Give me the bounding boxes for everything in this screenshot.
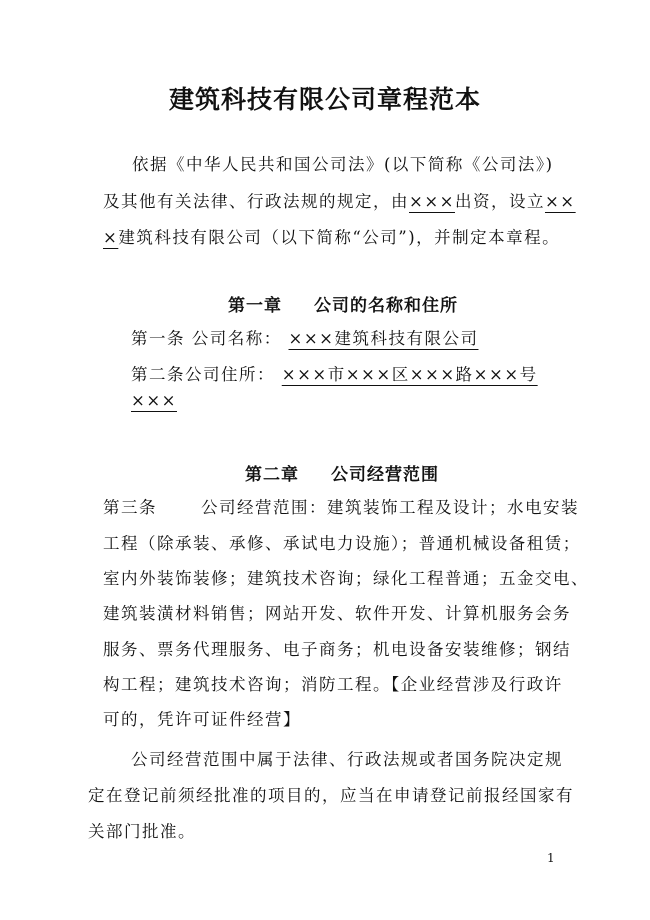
preamble-line-2	[103, 188, 576, 212]
investor-placeholder: ×××	[409, 192, 455, 211]
article-text: 公司经营范围：建筑装饰工程及设计；水电安装	[201, 498, 579, 517]
chapter-number: 第一章	[228, 296, 282, 316]
preamble-text: 建筑科技有限公司（以下简称“公司”)，并制定本章程。	[118, 228, 561, 247]
chapter-name: 公司经营范围	[331, 465, 439, 485]
article-2-continued	[131, 391, 177, 410]
article-3-line-4: 建筑装潢材料销售；网站开发、软件开发、计算机服务会务	[103, 604, 571, 623]
article-3-line-1	[103, 494, 579, 518]
article-3-line-2: 工程（除承装、承修、承试电力设施）；普通机械设备租赁；	[103, 534, 581, 553]
article-3-line-5: 服务、票务代理服务、电子商务；机电设备安装维修；钢结	[103, 640, 571, 659]
company-name-value: ×××建筑科技有限公司	[288, 329, 479, 348]
preamble-text: 出资，设立	[454, 192, 545, 211]
company-address-value: ×××市×××区×××路×××号	[281, 365, 538, 384]
preamble-text: 及其他有关法律、行政法规的规定，由	[103, 192, 409, 211]
article-2	[131, 361, 538, 385]
company-placeholder: ××	[544, 192, 576, 211]
article-label: 第三条	[103, 498, 157, 517]
article-3-line-6: 构工程；建筑技术咨询；消防工程。【企业经营涉及行政许	[103, 675, 563, 694]
article-3-line-7: 可的，凭许可证件经营】	[103, 710, 301, 729]
document-title: 建筑科技有限公司章程范本	[168, 85, 481, 114]
page-number: 1	[547, 851, 555, 865]
company-placeholder: ×	[103, 228, 119, 247]
approval-paragraph-line-1: 公司经营范围中属于法律、行政法规或者国务院决定规	[131, 750, 563, 769]
chapter-name: 公司的名称和住所	[314, 296, 458, 316]
article-3-line-3: 室内外装饰装修；建筑技术咨询；绿化工程普通；五金交电、	[103, 569, 589, 588]
article-1	[131, 325, 478, 349]
chapter-1-heading	[228, 291, 458, 316]
chapter-number: 第二章	[245, 465, 299, 485]
chapter-2-heading	[245, 460, 439, 485]
approval-paragraph-line-3: 关部门批准。	[88, 822, 196, 841]
approval-paragraph-line-2: 定在登记前须经批准的项目的，应当在申请登记前报经国家有	[88, 786, 574, 805]
article-label: 第二条公司住所：	[131, 365, 275, 384]
preamble-line-1: 依据《中华人民共和国公司法》(以下简称《公司法》)	[132, 155, 554, 174]
company-address-value-cont: ×××	[131, 391, 177, 410]
article-label: 第一条 公司名称：	[131, 329, 282, 348]
preamble-line-3	[103, 224, 560, 248]
